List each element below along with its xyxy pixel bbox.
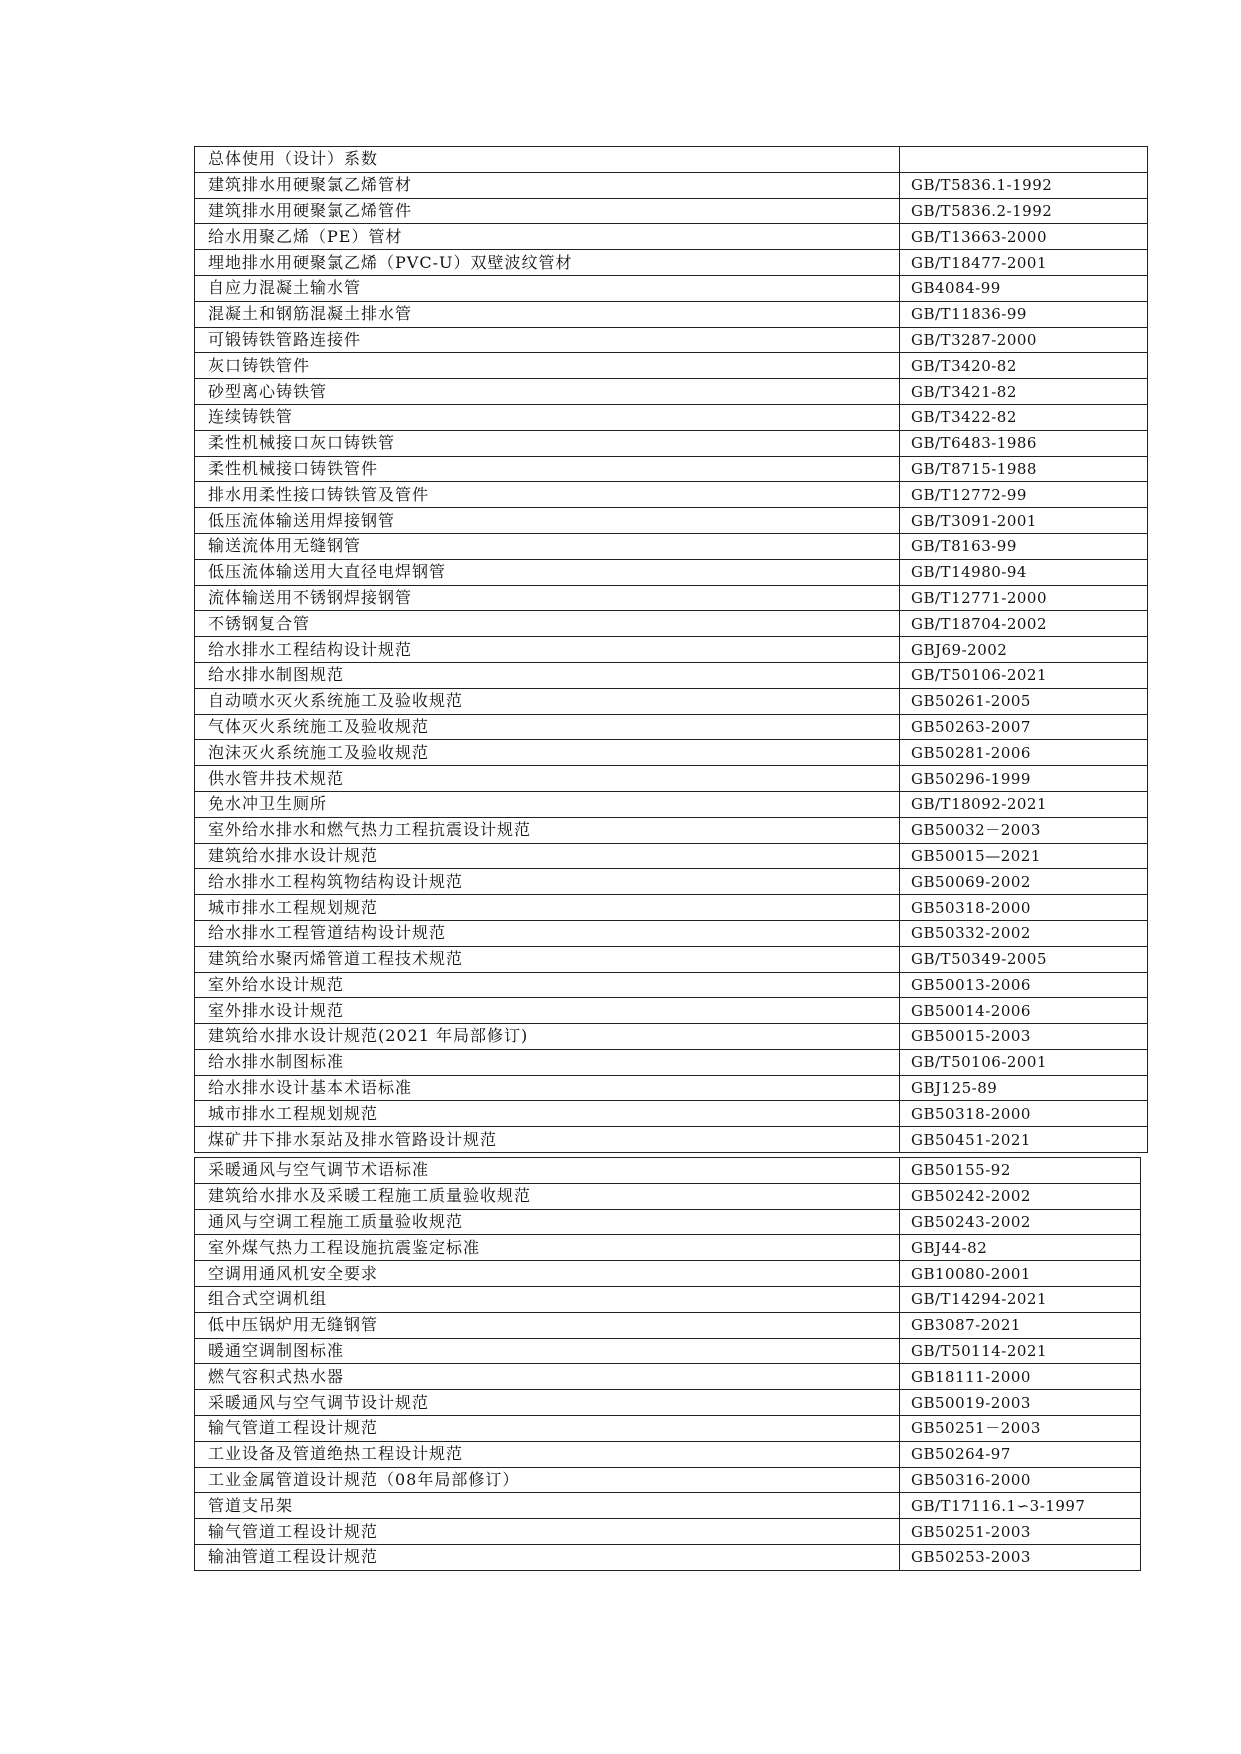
standard-name-cell: 建筑排水用硬聚氯乙烯管件 [195, 198, 900, 224]
standard-name-cell: 低中压锅炉用无缝钢管 [195, 1312, 900, 1338]
standard-code-cell: GB50318-2000 [900, 895, 1148, 921]
table-row [195, 1467, 1141, 1493]
standard-name-cell: 低压流体输送用焊接钢管 [195, 508, 900, 534]
table-row [195, 1493, 1141, 1519]
standard-name-cell: 组合式空调机组 [195, 1286, 900, 1312]
standard-code-cell: GB50243-2002 [900, 1209, 1141, 1235]
standards-table-upper [194, 146, 1148, 1153]
table-row [195, 1158, 1141, 1184]
standard-code-cell: GB/T3421-82 [900, 379, 1148, 405]
table-row [195, 301, 1148, 327]
table-row [195, 533, 1148, 559]
standard-code-cell: GB50015—2021 [900, 843, 1148, 869]
table-row [195, 275, 1148, 301]
standard-name-cell: 输油管道工程设计规范 [195, 1544, 900, 1570]
standard-name-cell: 室外排水设计规范 [195, 998, 900, 1024]
table-row [195, 224, 1148, 250]
standard-name-cell: 灰口铸铁管件 [195, 353, 900, 379]
standard-name-cell: 给水排水制图标准 [195, 1049, 900, 1075]
standard-name-cell: 暖通空调制图标准 [195, 1338, 900, 1364]
standard-name-cell: 排水用柔性接口铸铁管及管件 [195, 482, 900, 508]
standard-code-cell: GB/T3287-2000 [900, 327, 1148, 353]
standard-name-cell: 总体使用（设计）系数 [195, 147, 900, 173]
table-row [195, 998, 1148, 1024]
standard-code-cell: GB/T14980-94 [900, 559, 1148, 585]
standard-name-cell: 建筑给水聚丙烯管道工程技术规范 [195, 946, 900, 972]
standard-name-cell: 砂型离心铸铁管 [195, 379, 900, 405]
standard-code-cell: GB50069-2002 [900, 869, 1148, 895]
standard-code-cell: GB/T50106-2021 [900, 662, 1148, 688]
table-row [195, 843, 1148, 869]
table-row [195, 1519, 1141, 1545]
standard-name-cell: 输送流体用无缝钢管 [195, 533, 900, 559]
standard-name-cell: 室外煤气热力工程设施抗震鉴定标准 [195, 1235, 900, 1261]
standard-name-cell: 建筑排水用硬聚氯乙烯管材 [195, 172, 900, 198]
standard-name-cell: 给水排水工程构筑物结构设计规范 [195, 869, 900, 895]
standard-code-cell: GB50318-2000 [900, 1101, 1148, 1127]
table-row [195, 250, 1148, 276]
standard-code-cell: GBJ69-2002 [900, 637, 1148, 663]
table-row [195, 1235, 1141, 1261]
standard-name-cell: 给水排水工程结构设计规范 [195, 637, 900, 663]
standard-name-cell: 输气管道工程设计规范 [195, 1415, 900, 1441]
table-row [195, 379, 1148, 405]
table-row [195, 1390, 1141, 1416]
standard-code-cell: GB/T11836-99 [900, 301, 1148, 327]
standard-code-cell: GB/T8715-1988 [900, 456, 1148, 482]
table-row [195, 1312, 1141, 1338]
table-row [195, 1338, 1141, 1364]
table-row [195, 353, 1148, 379]
table-row [195, 508, 1148, 534]
table-row [195, 1024, 1148, 1050]
table-row [195, 1209, 1141, 1235]
standard-name-cell: 混凝土和钢筋混凝土排水管 [195, 301, 900, 327]
standard-code-cell: GB50032－2003 [900, 817, 1148, 843]
table-row [195, 869, 1148, 895]
standard-name-cell: 采暖通风与空气调节设计规范 [195, 1390, 900, 1416]
table-row [195, 1415, 1141, 1441]
standard-name-cell: 室外给水排水和燃气热力工程抗震设计规范 [195, 817, 900, 843]
standard-code-cell: GB50014-2006 [900, 998, 1148, 1024]
standard-name-cell: 室外给水设计规范 [195, 972, 900, 998]
table-row [195, 714, 1148, 740]
standard-name-cell: 建筑给水排水设计规范(2021 年局部修订) [195, 1024, 900, 1050]
standard-code-cell: GB/T12772-99 [900, 482, 1148, 508]
standard-code-cell: GB/T18477-2001 [900, 250, 1148, 276]
table-row [195, 1183, 1141, 1209]
standard-name-cell: 管道支吊架 [195, 1493, 900, 1519]
table-row [195, 198, 1148, 224]
standard-code-cell: GB10080-2001 [900, 1261, 1141, 1287]
table-row [195, 456, 1148, 482]
standard-name-cell: 埋地排水用硬聚氯乙烯（PVC-U）双壁波纹管材 [195, 250, 900, 276]
standard-code-cell: GB/T3422-82 [900, 404, 1148, 430]
table-row [195, 972, 1148, 998]
standard-code-cell: GB50264-97 [900, 1441, 1141, 1467]
standard-name-cell: 给水用聚乙烯（PE）管材 [195, 224, 900, 250]
standard-code-cell: GB/T50349-2005 [900, 946, 1148, 972]
standard-name-cell: 给水排水工程管道结构设计规范 [195, 920, 900, 946]
table-row [195, 766, 1148, 792]
standard-name-cell: 供水管井技术规范 [195, 766, 900, 792]
table-row [195, 920, 1148, 946]
standard-code-cell: GB18111-2000 [900, 1364, 1141, 1390]
standard-code-cell: GB/T3420-82 [900, 353, 1148, 379]
standard-code-cell: GB/T12771-2000 [900, 585, 1148, 611]
table-row [195, 1261, 1141, 1287]
table-row [195, 1101, 1148, 1127]
table-row [195, 662, 1148, 688]
standard-code-cell: GB50281-2006 [900, 740, 1148, 766]
standard-name-cell: 柔性机械接口铸铁管件 [195, 456, 900, 482]
standard-code-cell: GB/T5836.2-1992 [900, 198, 1148, 224]
standard-name-cell: 工业金属管道设计规范（08年局部修订） [195, 1467, 900, 1493]
table-row [195, 791, 1148, 817]
table-row [195, 895, 1148, 921]
standard-name-cell: 煤矿井下排水泵站及排水管路设计规范 [195, 1127, 900, 1153]
standard-name-cell: 气体灭火系统施工及验收规范 [195, 714, 900, 740]
standard-code-cell: GB50013-2006 [900, 972, 1148, 998]
standard-name-cell: 流体输送用不锈钢焊接钢管 [195, 585, 900, 611]
table-row [195, 1127, 1148, 1153]
table-row [195, 946, 1148, 972]
standard-code-cell: GB/T50106-2001 [900, 1049, 1148, 1075]
standard-code-cell: GBJ125-89 [900, 1075, 1148, 1101]
standard-name-cell: 自应力混凝土输水管 [195, 275, 900, 301]
standard-name-cell: 通风与空调工程施工质量验收规范 [195, 1209, 900, 1235]
table-row [195, 688, 1148, 714]
standard-code-cell: GB50296-1999 [900, 766, 1148, 792]
table-row [195, 637, 1148, 663]
table-row [195, 1049, 1148, 1075]
table-row [195, 740, 1148, 766]
standard-code-cell: GB50263-2007 [900, 714, 1148, 740]
standard-code-cell: GB50242-2002 [900, 1183, 1141, 1209]
standard-name-cell: 可锻铸铁管路连接件 [195, 327, 900, 353]
standard-code-cell: GB/T13663-2000 [900, 224, 1148, 250]
standard-code-cell: GBJ44-82 [900, 1235, 1141, 1261]
standard-name-cell: 工业设备及管道绝热工程设计规范 [195, 1441, 900, 1467]
standard-code-cell: GB/T17116.1∽3-1997 [900, 1493, 1141, 1519]
table-row [195, 1544, 1141, 1570]
standards-table-lower [194, 1157, 1141, 1571]
standard-name-cell: 连续铸铁管 [195, 404, 900, 430]
standard-code-cell: GB50332-2002 [900, 920, 1148, 946]
table-row [195, 611, 1148, 637]
table-row [195, 147, 1148, 173]
standard-code-cell: GB/T3091-2001 [900, 508, 1148, 534]
table-row [195, 817, 1148, 843]
standard-name-cell: 给水排水制图规范 [195, 662, 900, 688]
standard-code-cell: GB50316-2000 [900, 1467, 1141, 1493]
standard-code-cell: GB/T18704-2002 [900, 611, 1148, 637]
standard-name-cell: 城市排水工程规划规范 [195, 895, 900, 921]
standard-name-cell: 燃气容积式热水器 [195, 1364, 900, 1390]
standard-code-cell: GB50019-2003 [900, 1390, 1141, 1416]
standard-code-cell [900, 147, 1148, 173]
standard-code-cell: GB50451-2021 [900, 1127, 1148, 1153]
standard-name-cell: 输气管道工程设计规范 [195, 1519, 900, 1545]
standard-name-cell: 柔性机械接口灰口铸铁管 [195, 430, 900, 456]
standard-name-cell: 免水冲卫生厕所 [195, 791, 900, 817]
table-row [195, 559, 1148, 585]
standard-name-cell: 泡沫灭火系统施工及验收规范 [195, 740, 900, 766]
standard-code-cell: GB4084-99 [900, 275, 1148, 301]
standard-name-cell: 采暖通风与空气调节术语标准 [195, 1158, 900, 1184]
table-row [195, 430, 1148, 456]
standard-code-cell: GB3087-2021 [900, 1312, 1141, 1338]
standard-name-cell: 自动喷水灭火系统施工及验收规范 [195, 688, 900, 714]
standard-name-cell: 建筑给水排水及采暖工程施工质量验收规范 [195, 1183, 900, 1209]
standard-code-cell: GB/T5836.1-1992 [900, 172, 1148, 198]
standard-name-cell: 城市排水工程规划规范 [195, 1101, 900, 1127]
table-row [195, 585, 1148, 611]
standard-name-cell: 不锈钢复合管 [195, 611, 900, 637]
standard-code-cell: GB/T18092-2021 [900, 791, 1148, 817]
standard-name-cell: 给水排水设计基本术语标准 [195, 1075, 900, 1101]
standard-code-cell: GB50251-2003 [900, 1519, 1141, 1545]
standard-name-cell: 建筑给水排水设计规范 [195, 843, 900, 869]
standard-code-cell: GB50253-2003 [900, 1544, 1141, 1570]
table-row [195, 1441, 1141, 1467]
table-row [195, 404, 1148, 430]
standard-code-cell: GB50155-92 [900, 1158, 1141, 1184]
standard-code-cell: GB50015-2003 [900, 1024, 1148, 1050]
table-row [195, 327, 1148, 353]
table-row [195, 1286, 1141, 1312]
standard-code-cell: GB/T6483-1986 [900, 430, 1148, 456]
standard-name-cell: 低压流体输送用大直径电焊钢管 [195, 559, 900, 585]
standard-code-cell: GB/T8163-99 [900, 533, 1148, 559]
standard-code-cell: GB50261-2005 [900, 688, 1148, 714]
table-row [195, 1075, 1148, 1101]
table-row [195, 482, 1148, 508]
table-row [195, 1364, 1141, 1390]
table-row [195, 172, 1148, 198]
standard-code-cell: GB50251－2003 [900, 1415, 1141, 1441]
standard-code-cell: GB/T50114-2021 [900, 1338, 1141, 1364]
standard-code-cell: GB/T14294-2021 [900, 1286, 1141, 1312]
standard-name-cell: 空调用通风机安全要求 [195, 1261, 900, 1287]
